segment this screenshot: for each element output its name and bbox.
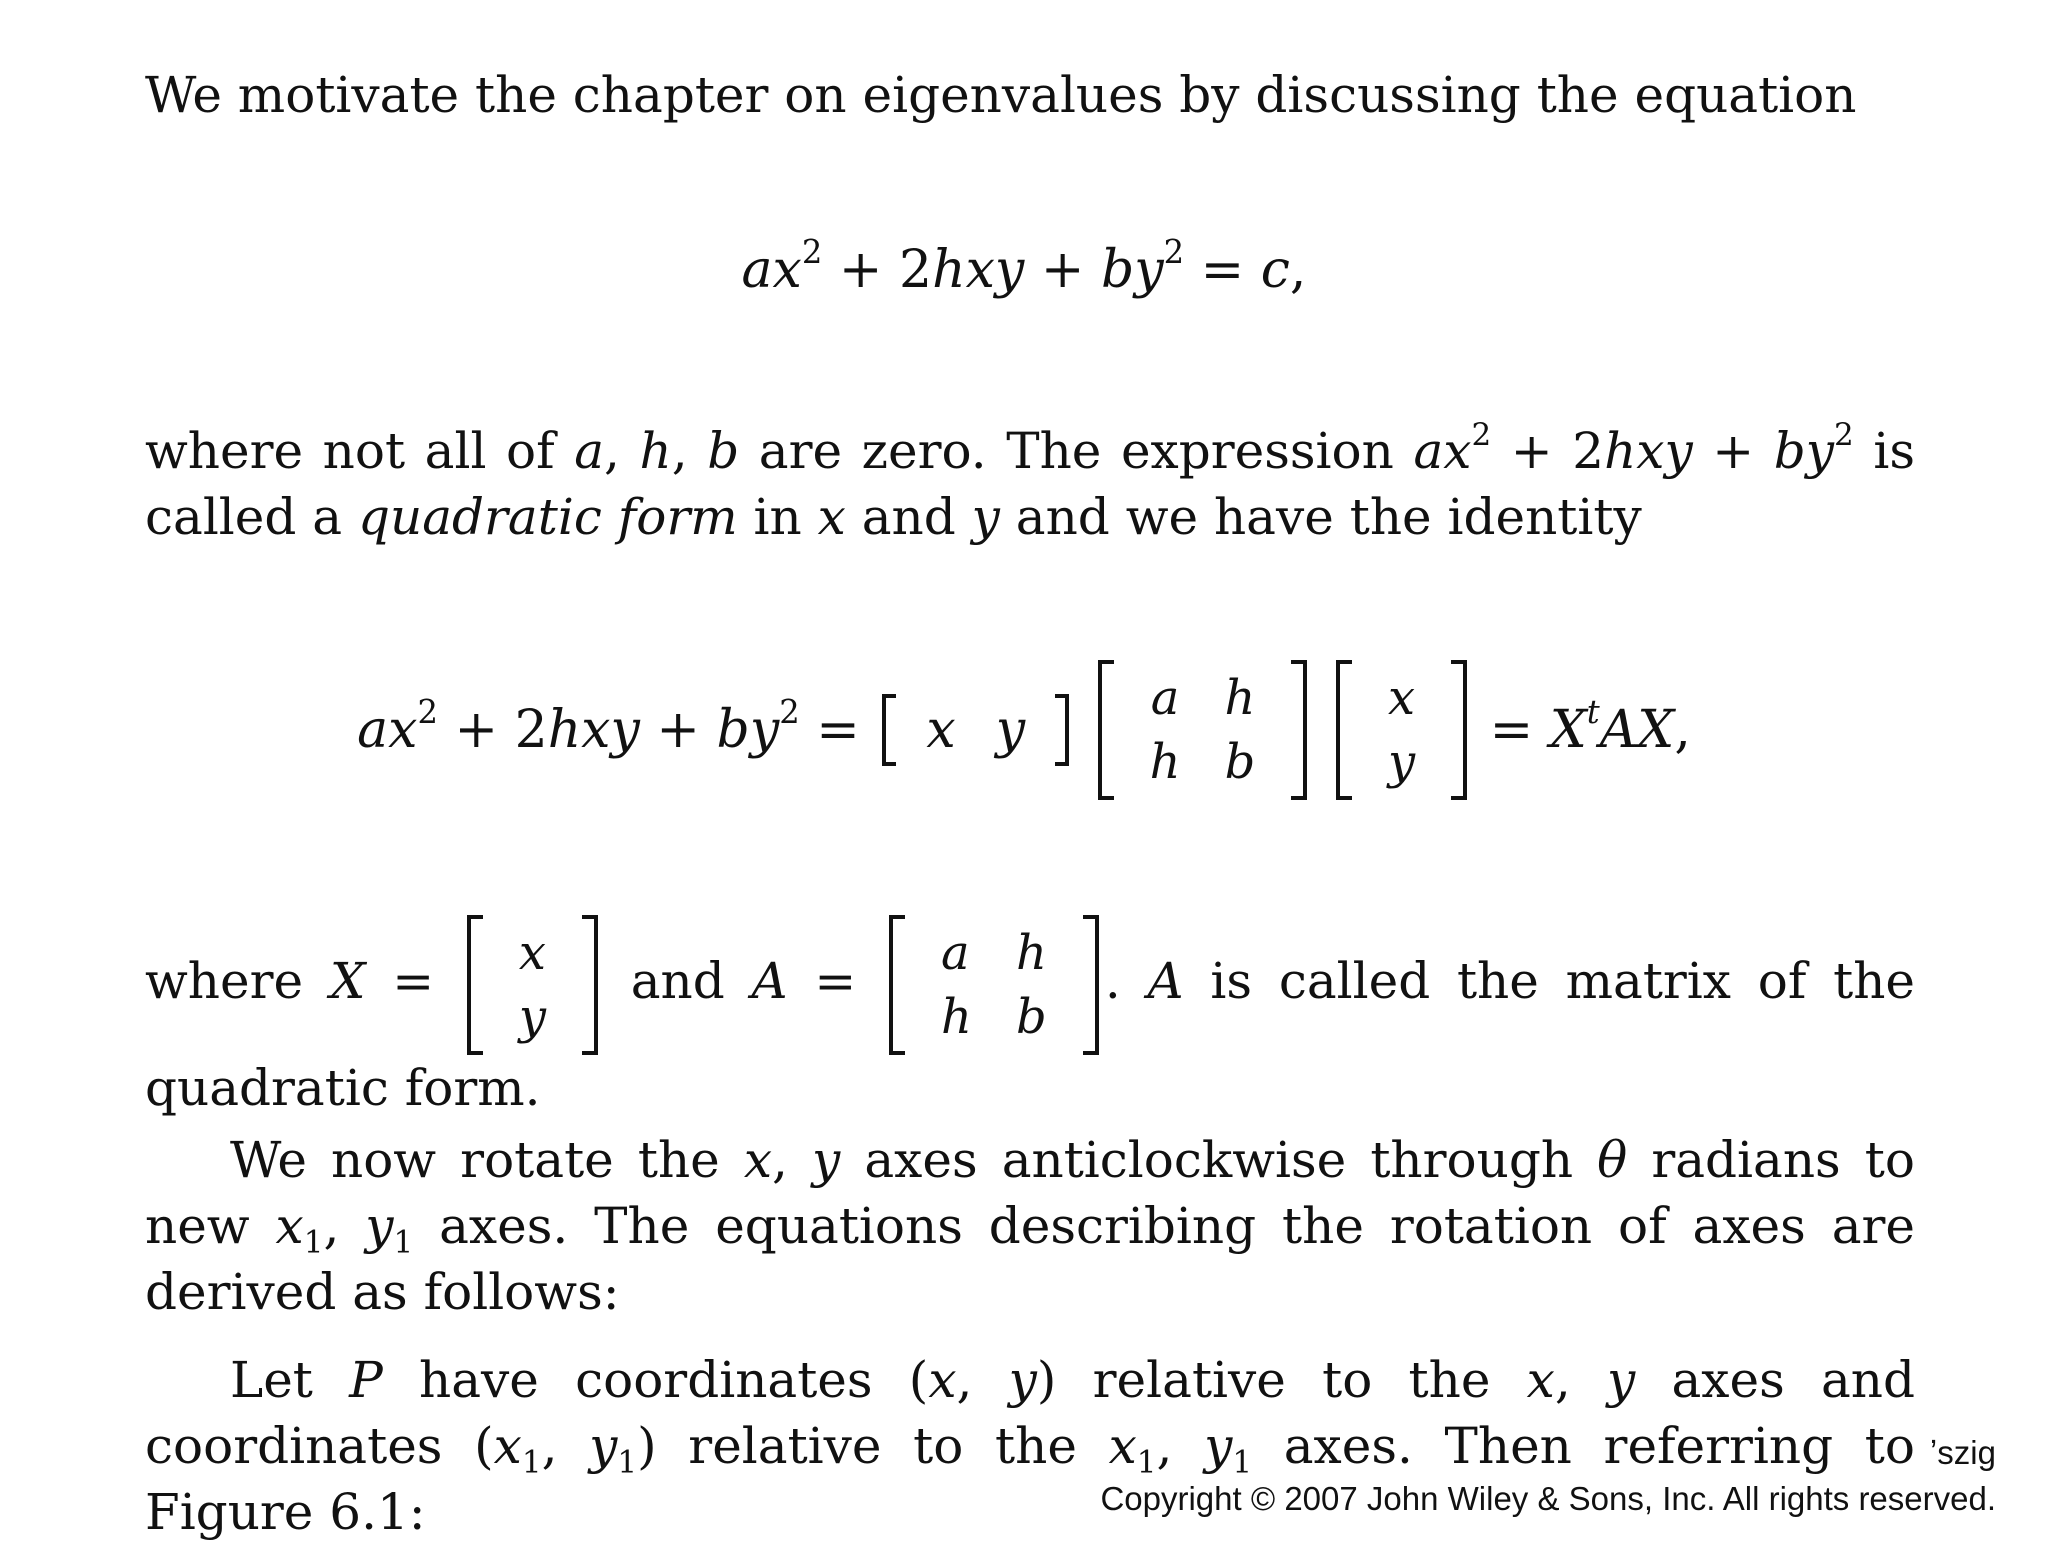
- matrix-a: a h h b: [1098, 660, 1308, 800]
- intro-paragraph: We motivate the chapter on eigenvalues by discussing the equation: [145, 66, 1857, 124]
- matrix-a-definition: a h h b: [889, 915, 1099, 1055]
- footer-author-fragment: ʼszig: [1929, 1434, 1996, 1471]
- row-vector: x y: [882, 700, 1069, 760]
- column-vector: x y: [1336, 660, 1467, 800]
- rotation-paragraph: We now rotate the x, y axes anticlockwise through θ radians to new $x_1$, $y_1$ axes. The equations describing the rotation of axes are derived as follows:: [145, 1131, 1915, 1321]
- copyright-notice: Copyright © 2007 John Wiley & Sons, Inc. All rights reserved.: [1100, 1480, 1996, 1517]
- matrix-definition-paragraph: where X = x y and A = a h h b . A is called the matrix of the quadratic form.: [145, 915, 1915, 1121]
- coordinates-paragraph: Let P have coordinates (x, y) relative to the x, y axes and coordinates ($x_1$, $y_1$) relative to the $x_1$, $y_1$ axes. Then referring to Figure 6.1:: [145, 1351, 1915, 1541]
- quadratic-form-paragraph: where not all of a, h, b are zero. The expression $ax^2 + 2hxy + by^2$ is called a quadratic form in x and y and we have the identity: [145, 416, 1916, 546]
- vector-x-definition: x y: [467, 915, 598, 1055]
- equation-quadratic: $ax^2 + 2hxy + by^2 = c$,: [741, 232, 1307, 300]
- quadratic-form-term: quadratic form: [358, 488, 738, 546]
- equation-matrix-identity: $ax^2 + 2hxy + by^2 = x$ y a h h b x y = $X^tAX$,: [0, 660, 2048, 800]
